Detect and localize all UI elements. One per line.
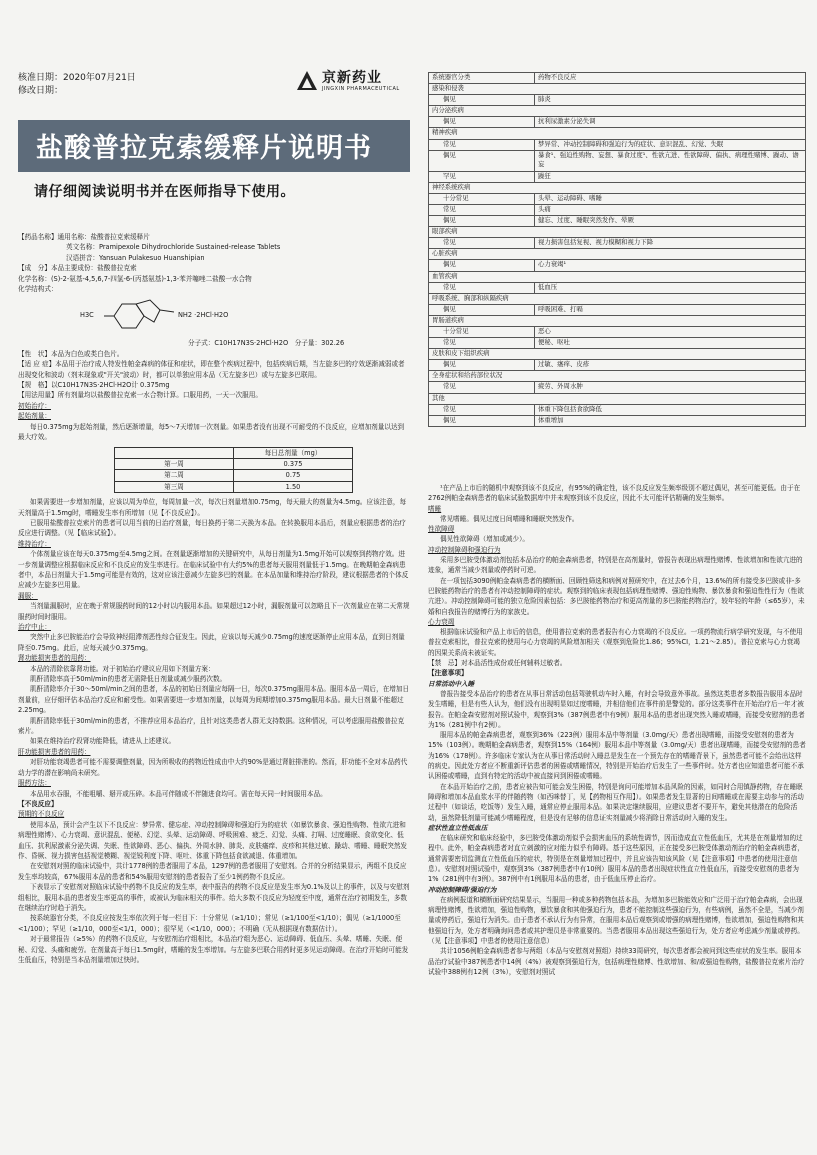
ae-category: 血管疾病 [429,271,806,282]
ae-table-row [429,382,806,393]
ae-frequency: 常见 [429,282,535,293]
ae-category: 全身症状和给药部位状况 [429,371,806,382]
ae-table-row [429,282,806,293]
ae-frequency: 常见 [429,382,535,393]
paragraph: 根据临床试验和产品上市后的信息，使用普拉克索的患者报告有心力衰竭的不良反应。一项药物流行病学研究发现，与不使用普拉克索相比，普拉克索的使用与心力衰竭的风险增加相关（观察到危险比1.86；95%CI，1.21～2.85）。普拉克索与心力衰竭的因果关系尚未被证实。 [428,628,803,657]
left-paragraphs [18,497,410,965]
specification-line: 【规 格】以C10H17N3S·2HCl·H2O计 0.375mg [18,381,170,390]
ae-table-row [429,304,806,315]
ae-reaction: 健忘、过度、睡眠突然发作、晕厥 [535,216,806,227]
paragraph: 在病例报道和横断面研究结果显示，当服用一种或多种药物包括本品，为增加多巴胺能效应和广泛用于治疗帕金森病，会出现病理性赌博，性欲增加，强迫性购物，暴饮暴食和其他强迫行为，患者不能控制这些强迫行为，有些病例，虽然不全是，当减少剂量或停药后，强迫行为消失。由于患者不承认行为有异常，在服用本品后观察到或增强的病理性赌博，性欲增加，强迫性购物和其他强迫行为，处方者明确询问患者或其护理员是非常重要的。当患者服用本品出现这些强迫行为，处方者应考虑减少剂量或停药。（见【注意事项】中患者的使用注意信息） [428,895,804,946]
ae-reaction: 疲劳、外周水肿 [535,382,806,393]
section-heading: 预期的不良反应 [18,810,65,819]
company-logo [296,70,400,92]
chemical-name: 化学名称：(S)-2-氨基-4,5,6,7-四氢-6-(丙基氨基)-1,3-苯并噻唑二盐酸一水合物 [18,274,252,283]
ae-category-row [429,182,806,193]
ae-table-row [429,238,806,249]
dose-table-row [115,470,353,481]
ae-category-row [429,106,806,117]
drug-pinyin-name: 汉语拼音：Yansuan Pulakesuo Huanshipian [66,253,205,262]
paragraph: 使用本品，预计会产生以下不良反应：梦异常、健忘症、冲动控制障碍和强迫行为的症状（如暴饮暴食、强迫性购物、性欲亢进和病理性赌博）、心力衰竭、意识混乱、便秘、幻觉、头晕、运动障碍、呼吸困难、疲乏、幻觉、头痛、打嗝、过度睡眠、食欲变化、低血压、抗利尿激素分泌失调、失眠、性欲障碍、恶心、偏执、外周水肿、肺炎、皮肤瘙痒、皮疹和其他过敏、躁动、嗜睡、睡眠突然发作、昏厥、视力损害包括视觉模糊、视觉锐利度下降、呕吐、体重下降包括食欲减退、体重增加。 [18,820,408,860]
title-banner [18,120,410,172]
dose-week: 第三周 [115,481,234,492]
ae-category: 心脏疾病 [429,249,806,260]
section-heading: 性欲障碍 [428,525,455,534]
dose-table-header-cell [115,447,234,458]
paragraph: 曾报告接受本品治疗的患者在从事日常活动包括驾驶机动车时入睡，有时会导致意外事故。虽然这类患者多数报告服用本品时发生嗜睡，但是有些人认为，他们没有出现明显如过度嗜睡，并相信他们在事件前是警觉的。部分这类事件在开始治疗后一年才被报告。在帕金森安慰剂对照试验中，观察到3%（387例患者中有9例）服用本品的患者出现突然入睡或嗜睡，而接受安慰剂的患者为1%（281例中有2例）。 [428,689,805,729]
section-heading: 肾功能损害患者的用药： [18,654,91,663]
composition-line: 【成 分】本品主要成份：盐酸普拉克索 [18,264,137,273]
right-paragraphs [428,483,806,977]
paragraph: 当剂量漏服时，应在晚于常规服药时间的12小时以内服用本品。如果超过12小时，漏服剂量可以忽略且下一次剂量应在第二天常规服药时间时服用。 [18,602,410,621]
dose-week: 第二周 [115,470,234,481]
ae-category-row [429,371,806,382]
structure-label: 化学结构式： [18,285,58,294]
ae-frequency: 偶见 [429,415,535,426]
ae-reaction: 体重增加 [535,415,806,426]
ae-reaction: 肺炎 [535,95,806,106]
ae-frequency: 系统器官分类 [429,73,535,84]
ae-category: 其他 [429,393,806,404]
subsection-heading: 症状性直立性低血压 [428,823,488,832]
paragraph: 如果需要进一步增加剂量，应该以周为单位，每周加量一次，每次日剂量增加0.75mg，每天最大的剂量为4.5mg。应该注意，每天剂量高于1.5mg时，嗜睡发生率有所增加（见【不良反应】）。 [18,498,407,517]
dose-table-header [115,447,353,458]
ae-table-row [429,338,806,349]
formula-left-group: H3C [80,311,94,320]
ae-reaction: 过敏、瘙痒、皮疹 [535,360,806,371]
ae-category: 感染和侵袭 [429,84,806,95]
approval-date: 核准日期：2020年07月21日 [18,73,136,83]
ae-frequency: 常见 [429,338,535,349]
ae-category-row [429,393,806,404]
ae-category: 神经系统疾病 [429,182,806,193]
ae-reaction: 药物不良反应 [535,73,806,84]
revision-date: 修改日期： [18,86,64,96]
dose-table-header-cell: 每日总剂量（mg） [234,447,353,458]
section-heading: 【注意事项】 [428,669,468,678]
ae-table-row [429,260,806,271]
section-heading: 漏服： [18,591,38,600]
molecular-formula: 分子式：C10H17N3S·2HCl·H2O 分子量：302.26 [188,339,345,348]
ae-category-row [429,271,806,282]
ae-frequency: 偶见 [429,360,535,371]
left-column [18,232,410,965]
ae-frequency: 罕见 [429,171,535,182]
ae-table-row [429,216,806,227]
paragraph: 在本品开始治疗之前，患者应被告知可能会发生困倦，特别是询问可能增加本品风险的因素，如同时合用镇静药物，存在睡眠障碍和增加本品血浆水平的伴随药物（如西咪替丁，见【药物相互作用】）。如果患者发生显著的日间嗜睡或在需要主动参与的活动过程中（如谈话，吃饭等）发生入睡，通常应停止服用本品。如果决定继续服用，应建议患者不要开车，避免其他潜在的危险活动，虽然降低剂量可能减少嗜睡程度，但是没有足够的信息证实剂量减少将消除日常活动时入睡的发生。 [428,782,804,822]
document-subtitle: 请仔细阅读说明书并在医师指导下使用。 [34,184,295,200]
ae-table-row [429,117,806,128]
ae-table-row [429,415,806,426]
ae-reaction: 梦异常、冲动控制障碍和强迫行为的症状、意识混乱、幻觉、失眠 [535,139,806,150]
dose-table-row [115,481,353,492]
ae-table-row [429,139,806,150]
paragraph: 本品的清除依靠肾功能。对于初始治疗建议应用如下剂量方案： [30,664,215,673]
subsection-heading: 日常活动中入睡 [428,679,475,688]
ae-category-row [429,315,806,326]
logo-subtext: JINGXIN PHARMACEUTICAL [322,85,400,92]
ae-reaction: 低血压 [535,282,806,293]
paragraph: 下表显示了安慰剂对照临床试验中药物不良反应的发生率，表中报告的药物不良反应是发生率为0.1%及以上的事件，以及与安慰剂组相比，服用本品的患者发生率更高的事件，或被认为临床相关的事件。给大多数不良反应为轻度至中度，通常在治疗初期发生，多数在继续治疗时趋于消失。 [18,883,410,912]
dose-week: 第一周 [115,458,234,469]
ae-reaction: 头痛 [535,204,806,215]
ae-category-row [429,227,806,238]
paragraph: 按系统器官分类，不良反应按发生率依次列于每一栏目下：十分常见（≥1/10）；常见（≥1/100至<1/10）；偶见（≥1/1000至<1/100）；罕见（≥1/10，000至<1/1，000）；很罕见（<1/10，000）；不明确（无从根据现有数据估计）。 [18,914,401,933]
ae-frequency: 常见 [429,404,535,415]
paragraph: 本品用水吞服，不能咀嚼、掰开或压碎。本品可伴随或不伴随进食均可。需在每天同一时间服用本品。 [30,789,327,798]
properties-line: 【性 状】本品为白色或类白色片。 [18,349,124,358]
section-heading: 肝功能损害患者的用药： [18,747,91,756]
section-heading: 冲动控制障碍和强迫行为 [428,545,501,554]
dose-value: 0.75 [234,470,353,481]
adverse-reaction-table [428,72,806,427]
ae-category-row [429,128,806,139]
ae-frequency: 偶见 [429,260,535,271]
paragraph: 服用本品的帕金森病患者，观察到36%（223例）服用本品中等剂量（3.0mg/天）患者出现嗜睡，而接受安慰剂的患者为15%（103例）。晚期帕金森病患者，观察到15%（164例）服用本品中等剂量（3.0mg/天）患者出现嗜睡，而接受安慰剂的患者为16%（178例）。许多临床专家认为在从事日常活动时入睡总是发生在一个预先存在的嗜睡背景下，虽然患者可能不会给出这样的病史。因此处方者应不断重新评估患者的困倦或嗜睡情况，特别是开始治疗后发生了一些事件时。处方者也应知道患者可能不承认困倦或嗜睡，直到有特定的活动中被直接问到困倦或嗜睡。 [428,731,806,781]
ae-frequency: 常见 [429,238,535,249]
starting-dose-heading: 起始剂量： [18,412,51,421]
document-title: 盐酸普拉克索缓释片说明书 [36,133,372,164]
ae-category: 皮肤和皮下组织疾病 [429,349,806,360]
paragraph: ¹在产品上市后的随机中观察到该不良反应，有95%的确定性，该不良反应发生频率级别不超过偶见，甚至可能更低。由于在2762例帕金森病患者的临床试验数据库中并未观察到该不良反应，因此不太可能评估精确的发生频率。 [428,484,801,503]
section-heading: 【禁 忌】对本品活性成份或任何辅料过敏者。 [428,659,567,668]
ae-category: 眼部疾病 [429,227,806,238]
ae-category-row [429,249,806,260]
right-column [428,72,806,427]
usage-line: 【用法用量】所有剂量均以盐酸普拉克索一水合物计算。口服用药，一天一次服用。 [18,391,262,400]
paragraph: 个体剂量应该在每天0.375mg至4.5mg之间。在剂量逐渐增加的关键研究中，从每日剂量为1.5mg开始可以观察到药物疗效。进一步剂量调整应根据临床反应和不良反应的发生率进行。在临床试验中有大约5%的患者每天服用剂量低于1.5mg。在晚期帕金森病患者中，本品日剂量大于1.5mg可能是有效的，这对应该注意减少左旋多巴的剂量。在本品加量和维持治疗阶段，建议根据患者的个体反应减少左旋多巴用量。 [18,550,409,590]
ae-reaction: 躁狂 [535,171,806,182]
ae-table-row [429,171,806,182]
dose-table [114,447,353,494]
ae-frequency: 偶见 [429,216,535,227]
ae-category: 胃肠道疾病 [429,315,806,326]
ae-reaction: 呼吸困难、打嗝 [535,304,806,315]
ae-frequency: 偶见 [429,304,535,315]
section-heading: 治疗中止： [18,623,51,631]
drug-english-name: 英文名称：Pramipexole Dihydrochloride Sustained-release Tablets [66,243,281,252]
ae-reaction: 心力衰竭¹ [535,260,806,271]
formula-right-group: NH2 ·2HCl·H2O [178,311,229,320]
ae-frequency: 偶见 [429,95,535,106]
ae-table-row [429,193,806,204]
drug-name-line: 【药品名称】通用名称：盐酸普拉克索缓释片 [18,233,150,241]
paragraph: 已服用盐酸普拉克索片的患者可以用当前的日治疗剂量，每日换药于第二天换为本品。在转换服用本品后，剂量应根据患者的治疗反应进行调整。（见【临床试验】）。 [18,518,406,538]
paragraph: 偶见性欲障碍（增加或减少）。 [440,535,530,544]
paragraph: 常见嗜睡。偶见过度日间嗜睡和睡眠突然发作。 [440,514,579,523]
ae-frequency: 偶见 [429,150,535,171]
paragraph: 突然中止多巴胺能治疗会导致神经阻滞剂恶性综合征发生。因此，应该以每天减少0.75mg的速度逐渐停止应用本品，直到日剂量降至0.75mg。此后，应每天减少0.375mg。 [18,633,405,652]
indication-line: 【适 应 症】本品用于治疗成人特发性帕金森病的体征和症状，即在整个疾病过程中，包括疾病后期，当左旋多巴的疗效逐渐减弱或者出现变化和波动（剂末现象或"开关"波动）时，都可以单独应用本品（无左旋多巴）或与左旋多巴联用。 [18,360,405,379]
section-heading: 嗜睡 [428,504,442,513]
logo-text: 京新药业 [322,69,382,86]
ae-frequency: 常见 [429,139,535,150]
ae-frequency: 偶见 [429,117,535,128]
ae-table-row [429,150,806,171]
ae-category: 内分泌疾病 [429,106,806,117]
section-heading: 心力衰竭 [428,617,455,626]
section-heading: 【不良反应】 [18,799,58,808]
paragraph: 如果在维持治疗段肾功能降低，请进从上述建议。 [30,737,176,746]
ae-table-row [429,404,806,415]
ae-reaction: 头晕、运动障碍、嗜睡 [535,193,806,204]
structure-rings-icon [104,296,174,336]
initial-treatment-heading: 初始治疗： [18,401,51,410]
ae-table-row [429,360,806,371]
ae-table-row [429,73,806,84]
chemical-structure [18,294,410,338]
ae-reaction: 体重下降包括食欲降低 [535,404,806,415]
dose-value: 0.375 [234,458,353,469]
ae-category-row [429,293,806,304]
paragraph: 在临床研究和临床经验中，多巴胺受体激动剂似乎会损害血压的系统性调节，因而造成直立性低血压，尤其是在剂量增加的过程中。此外，帕金森病患者对直立刺激的应对能力似乎有障碍。基于这些原因，正在接受多巴胺受体激动剂治疗的帕金森病患者，通常需要密切监测直立性低血压的症状，特别是在剂量增加过程中，并且应该告知该风险（见【注意事项】中患者的使用注意信息）。安慰剂对照试验中，观察到3%（387例患者中有10例）服用本品的患者出现症状性直立性低血压，而接受安慰剂的患者为1%（281例中有3例）。387例中有1例服用本品的患者，由于低血压停止治疗。 [428,834,804,884]
ae-table-row [429,95,806,106]
section-heading: 维持治疗： [18,539,51,548]
paragraph: 肌酐清除率低于30ml/min的患者，不推荐应用本品治疗，且针对这类患者人群无支持数据。这种情况，可以考虑服用盐酸普拉克索片。 [18,716,405,736]
dose-value: 1.50 [234,481,353,492]
subsection-heading: 冲动控制障碍/强迫行为 [428,885,497,894]
paragraph: 在安慰剂对照的临床试验中，共计1778例的患者服用了本品，1297例的患者服用了安慰剂。合并的分析结果显示，两组不良反应发生率均较高，67%服用本品的患者和54%服用安慰剂的患者报告了至少1例药物不良反应。 [18,862,407,881]
paragraph: 对肝功能衰竭患者可能不需要调整剂量，因为所吸收的药物近性成由中大约90%是通过肾脏排泄的。然而，肝功能不全对本品药代动力学的潜在影响尚未研究。 [18,758,408,777]
meta-block [18,72,136,98]
ae-reaction: 恶心 [535,326,806,337]
paragraph: 肌酐清除率高于50ml/min的患者无需降低日剂量或减少服药次数。 [30,675,227,684]
paragraph: 肌酐清除率介于30～50ml/min之间的患者，本品的初始日剂量应每隔一日，每次0.375mg服用本品。服用本品一周后，在增加日剂量前，应仔细评估本品治疗反应和耐受性。如果需要进一步增加剂量，以每周为间期增加0.375mg服用本品。最大日剂量不能超过2.25mg。 [18,685,410,715]
ae-table-row [429,326,806,337]
ae-frequency: 十分常见 [429,326,535,337]
ae-frequency: 常见 [429,204,535,215]
logo-mark-icon [296,70,318,92]
ae-category: 精神疾病 [429,128,806,139]
starting-dose-text: 每日0.375mg为起始剂量，然后逐渐增量，每5～7天增加一次剂量。如果患者没有出现不可耐受的不良反应，应增加剂量以达到最大疗效。 [18,422,405,442]
ae-reaction: 视力损害包括复视、视力模糊和视力下降 [535,238,806,249]
paragraph: 采用多巴胺受体激动剂包括本品治疗的帕金森病患者，特别是在高剂量时，曾报告表现出病理性赌博、性欲增加和性欲亢进的迹象，通常当减少剂量或停药时可逆。 [428,556,803,575]
ae-reaction: 抗利尿激素分泌失调 [535,117,806,128]
paragraph: 共计1056例帕金森病患者参与两组（本品与安慰剂对照组）持续33周研究，每次患者都会被问到这些症状的发生率。服用本品治疗试验中387例患者中14例（4%）被观察到强迫行为，包括病理性赌博、性欲增加、和/或强迫性购物，盐酸普拉克索片治疗试验中388例有12例（3%），安慰剂对照试 [428,947,805,976]
paragraph: 对于最常报告（≥5%）的药物不良反应，与安慰剂治疗组相比，本品治疗组为恶心、运动障碍、低血压、头晕、嗜睡、失眠、便秘、幻觉、头痛和疲劳。在剂量高于每日1.5mg时，嗜睡的发生率增加。与左旋多巴联合用药时更多见运动障碍。在治疗开始时可能发生低血压，特别是当本品剂量增加过快时。 [18,935,409,964]
ae-frequency: 十分常见 [429,193,535,204]
paragraph: 在一项包括3090例帕金森病患者的横断面、回顾性筛选和病例对照研究中，在过去6个月，13.6%的所有接受多巴胺或非-多巴胺能药物治疗的患者有冲动控制障碍的症状。观察到的临床表现包括病理性赌博、强迫性购物、暴饮暴食和强迫性性行为（性欲亢进）。冲动控制障碍可能的独立危险因素包括：多巴胺能药物治疗和更高剂量的多巴胺能药物治疗，较年轻的年龄（≤65岁），未婚和自我报告的赌博行为的家族史。 [428,576,805,616]
dose-table-row [115,458,353,469]
ae-category-row [429,349,806,360]
ae-reaction: 便秘、呕吐 [535,338,806,349]
ae-table-row [429,204,806,215]
ae-reaction: 暴食¹、强迫性购物、妄想、暴食过度¹、性欲亢进、性欲障碍、偏执、病理性赌博、躁动、谵妄 [535,150,806,171]
ae-category-row [429,84,806,95]
section-heading: 服药方法： [18,779,51,788]
ae-category: 呼吸系统、胸部和纵隔疾病 [429,293,806,304]
